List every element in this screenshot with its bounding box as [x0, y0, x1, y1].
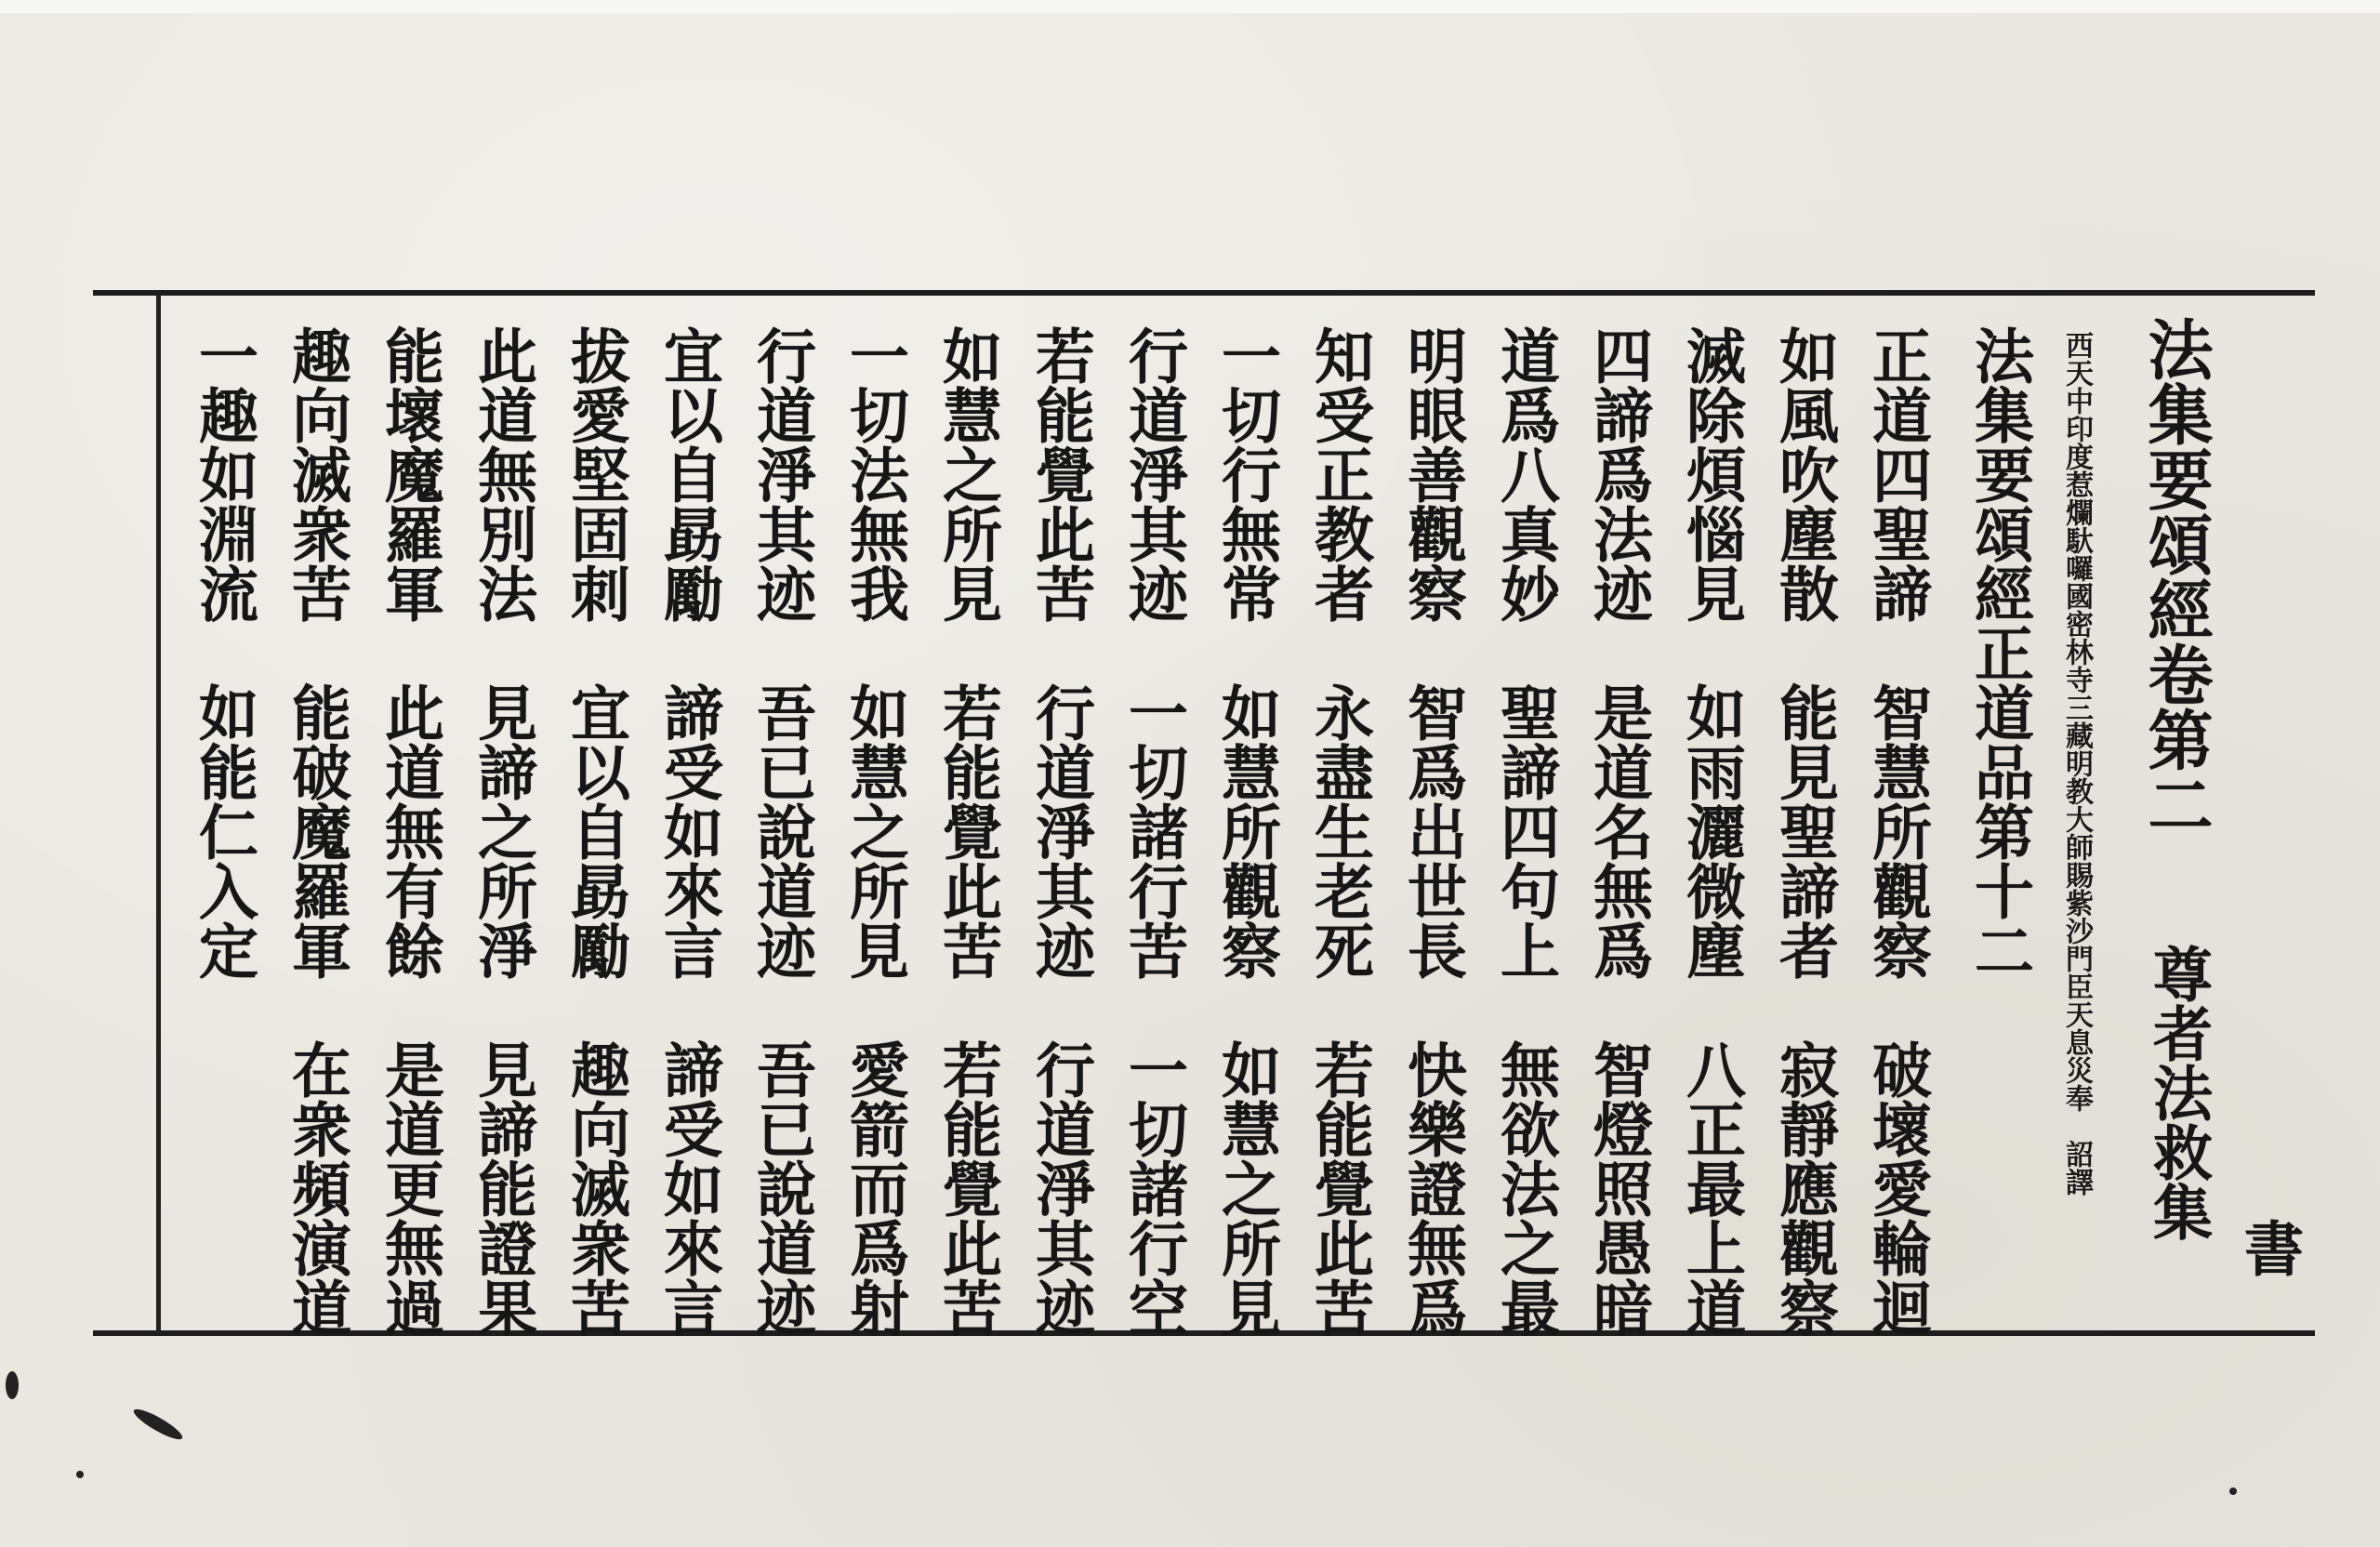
verse-column: 如風吹塵散 能見聖諦者 寂靜應觀察 — [1769, 325, 1839, 1337]
page-top-edge — [0, 0, 2380, 13]
verse-column: 正道四聖諦 智慧所觀察 破壞愛輪迴 — [1862, 325, 1932, 1337]
verse-column: 宜以自勗勵 諦受如來言 諦受如來言 — [654, 325, 723, 1337]
verse-column: 一趣如淵流 如能仁入定 — [189, 325, 258, 980]
verse-column: 明眼善觀察 智爲出世長 快樂證無爲 — [1397, 325, 1467, 1337]
verse-column: 一切法無我 如慧之所見 愛箭而爲射 — [840, 325, 909, 1337]
verse-column: 四諦爲法迹 是道名無爲 智燈照愚暗 — [1583, 325, 1653, 1337]
verse-column: 知受正教者 永盡生老死 若能覺此苦 — [1304, 325, 1374, 1337]
translator-line: 西天中印度惹爛馱囉國密林寺三藏明教大師賜紫沙門臣天息災奉 詔譯 — [2060, 331, 2093, 1196]
verse-column: 能壞魔羅軍 此道無有餘 是道更無過 — [375, 325, 444, 1337]
verse-column: 滅除煩惱見 如雨灑微塵 八正最上道 — [1676, 325, 1746, 1337]
verse-column: 道爲八真妙 聖諦四句上 無欲法之最 — [1490, 325, 1560, 1337]
ink-smudge — [131, 1405, 186, 1444]
verse-column: 行道淨其迹 一切諸行苦 一切諸行空 — [1118, 325, 1188, 1337]
frame-left-rule — [156, 296, 161, 1333]
verse-column: 趣向滅衆苦 能破魔羅軍 在衆頻演道 — [282, 325, 351, 1337]
verse-column: 此道無別法 見諦之所淨 見諦能證果 — [468, 325, 537, 1337]
verse-column: 拔愛堅固刺 宜以自勗勵 趣向滅衆苦 — [561, 325, 630, 1337]
document-author: 尊者法救集 — [2143, 944, 2213, 1241]
verse-column: 一切行無常 如慧所觀察 如慧之所見 — [1211, 325, 1281, 1337]
verse-column: 若能覺此苦 行道淨其迹 行道淨其迹 — [1025, 325, 1095, 1337]
margin-char: 書 — [2234, 1218, 2304, 1277]
chapter-title: 法集要頌經正道品第十二 — [1964, 325, 2034, 980]
ink-dot — [2229, 1488, 2237, 1495]
verse-column: 行道淨其迹 吾已說道迹 吾已說道迹 — [747, 325, 816, 1337]
ink-smudge — [6, 1371, 19, 1399]
document-title: 法集要頌經卷第二 — [2137, 316, 2215, 837]
ink-dot — [76, 1471, 84, 1478]
verse-column: 如慧之所見 若能覺此苦 若能覺此苦 — [932, 325, 1002, 1337]
